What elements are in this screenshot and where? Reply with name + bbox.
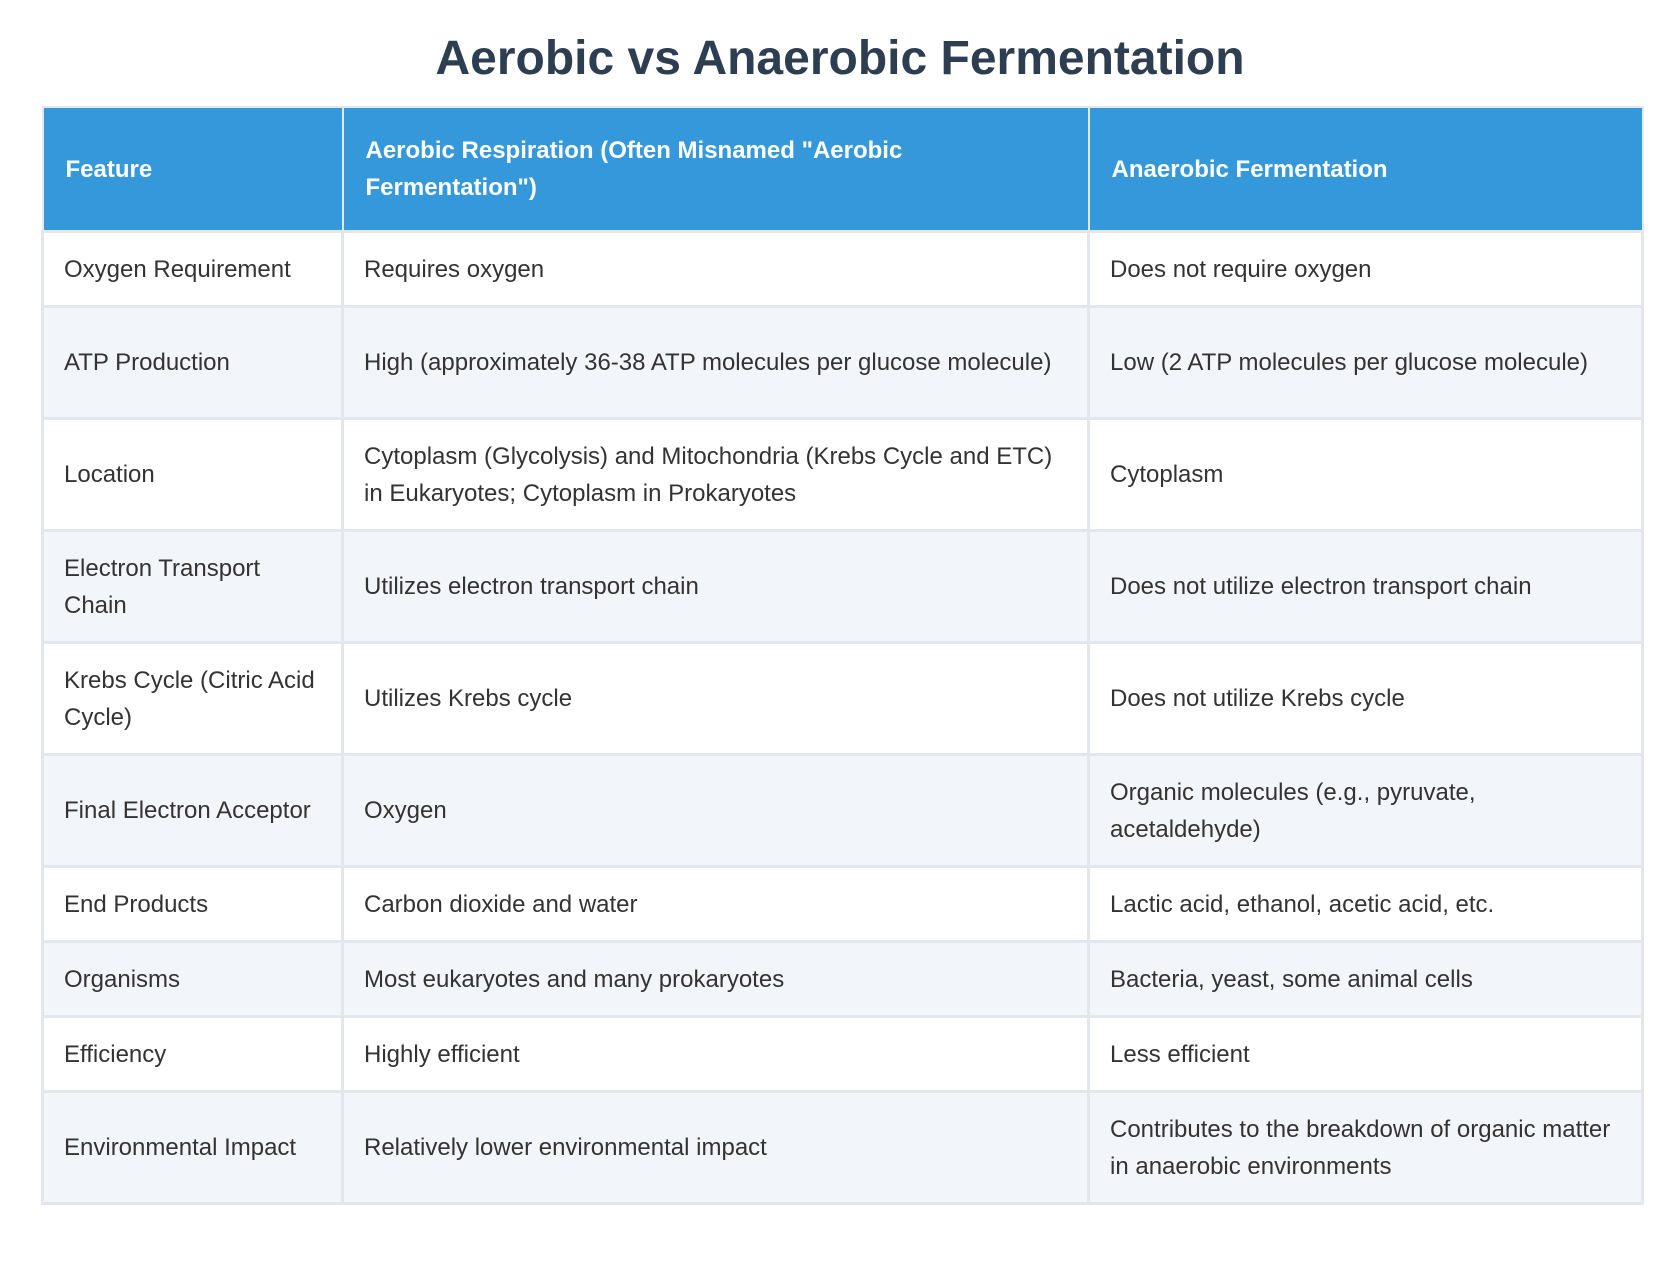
feature-cell: Location [43,419,343,531]
aerobic-cell: Highly efficient [343,1017,1089,1092]
aerobic-cell: Relatively lower environmental impact [343,1092,1089,1204]
table-row [43,643,1643,755]
anaerobic-cell: Does not require oxygen [1089,232,1643,307]
feature-cell: Electron Transport Chain [43,531,343,643]
anaerobic-cell: Organic molecules (e.g., pyruvate, acetaldehyde) [1089,755,1643,867]
comparison-table [41,106,1644,1205]
feature-cell: ATP Production [43,307,343,419]
feature-cell: Organisms [43,942,343,1017]
anaerobic-cell: Cytoplasm [1089,419,1643,531]
feature-cell: Oxygen Requirement [43,232,343,307]
header-feature: Feature [43,107,343,232]
table-row [43,419,1643,531]
feature-cell: End Products [43,867,343,942]
table-row [43,755,1643,867]
table-row [43,942,1643,1017]
table-row [43,1092,1643,1204]
feature-cell: Final Electron Acceptor [43,755,343,867]
aerobic-cell: Cytoplasm (Glycolysis) and Mitochondria (Krebs Cycle and ETC) in Eukaryotes; Cytoplasm in Prokaryotes [343,419,1089,531]
anaerobic-cell: Does not utilize Krebs cycle [1089,643,1643,755]
table-body [43,232,1643,1204]
aerobic-cell: Requires oxygen [343,232,1089,307]
feature-cell: Efficiency [43,1017,343,1092]
anaerobic-cell: Bacteria, yeast, some animal cells [1089,942,1643,1017]
feature-cell: Krebs Cycle (Citric Acid Cycle) [43,643,343,755]
aerobic-cell: Carbon dioxide and water [343,867,1089,942]
table-row [43,232,1643,307]
page-title: Aerobic vs Anaerobic Fermentation [435,32,1245,85]
table-row [43,1017,1643,1092]
table-row [43,307,1643,419]
aerobic-cell: Utilizes Krebs cycle [343,643,1089,755]
table-row [43,867,1643,942]
feature-cell: Environmental Impact [43,1092,343,1204]
table-row [43,531,1643,643]
header-row [43,107,1643,232]
header-anaerobic: Anaerobic Fermentation [1089,107,1643,232]
anaerobic-cell: Contributes to the breakdown of organic matter in anaerobic environments [1089,1092,1643,1204]
anaerobic-cell: Does not utilize electron transport chain [1089,531,1643,643]
aerobic-cell: Oxygen [343,755,1089,867]
aerobic-cell: Utilizes electron transport chain [343,531,1089,643]
anaerobic-cell: Low (2 ATP molecules per glucose molecule) [1089,307,1643,419]
aerobic-cell: Most eukaryotes and many prokaryotes [343,942,1089,1017]
anaerobic-cell: Less efficient [1089,1017,1643,1092]
anaerobic-cell: Lactic acid, ethanol, acetic acid, etc. [1089,867,1643,942]
aerobic-cell: High (approximately 36-38 ATP molecules per glucose molecule) [343,307,1089,419]
header-aerobic: Aerobic Respiration (Often Misnamed "Aerobic Fermentation") [343,107,1089,232]
table-header [43,107,1643,232]
